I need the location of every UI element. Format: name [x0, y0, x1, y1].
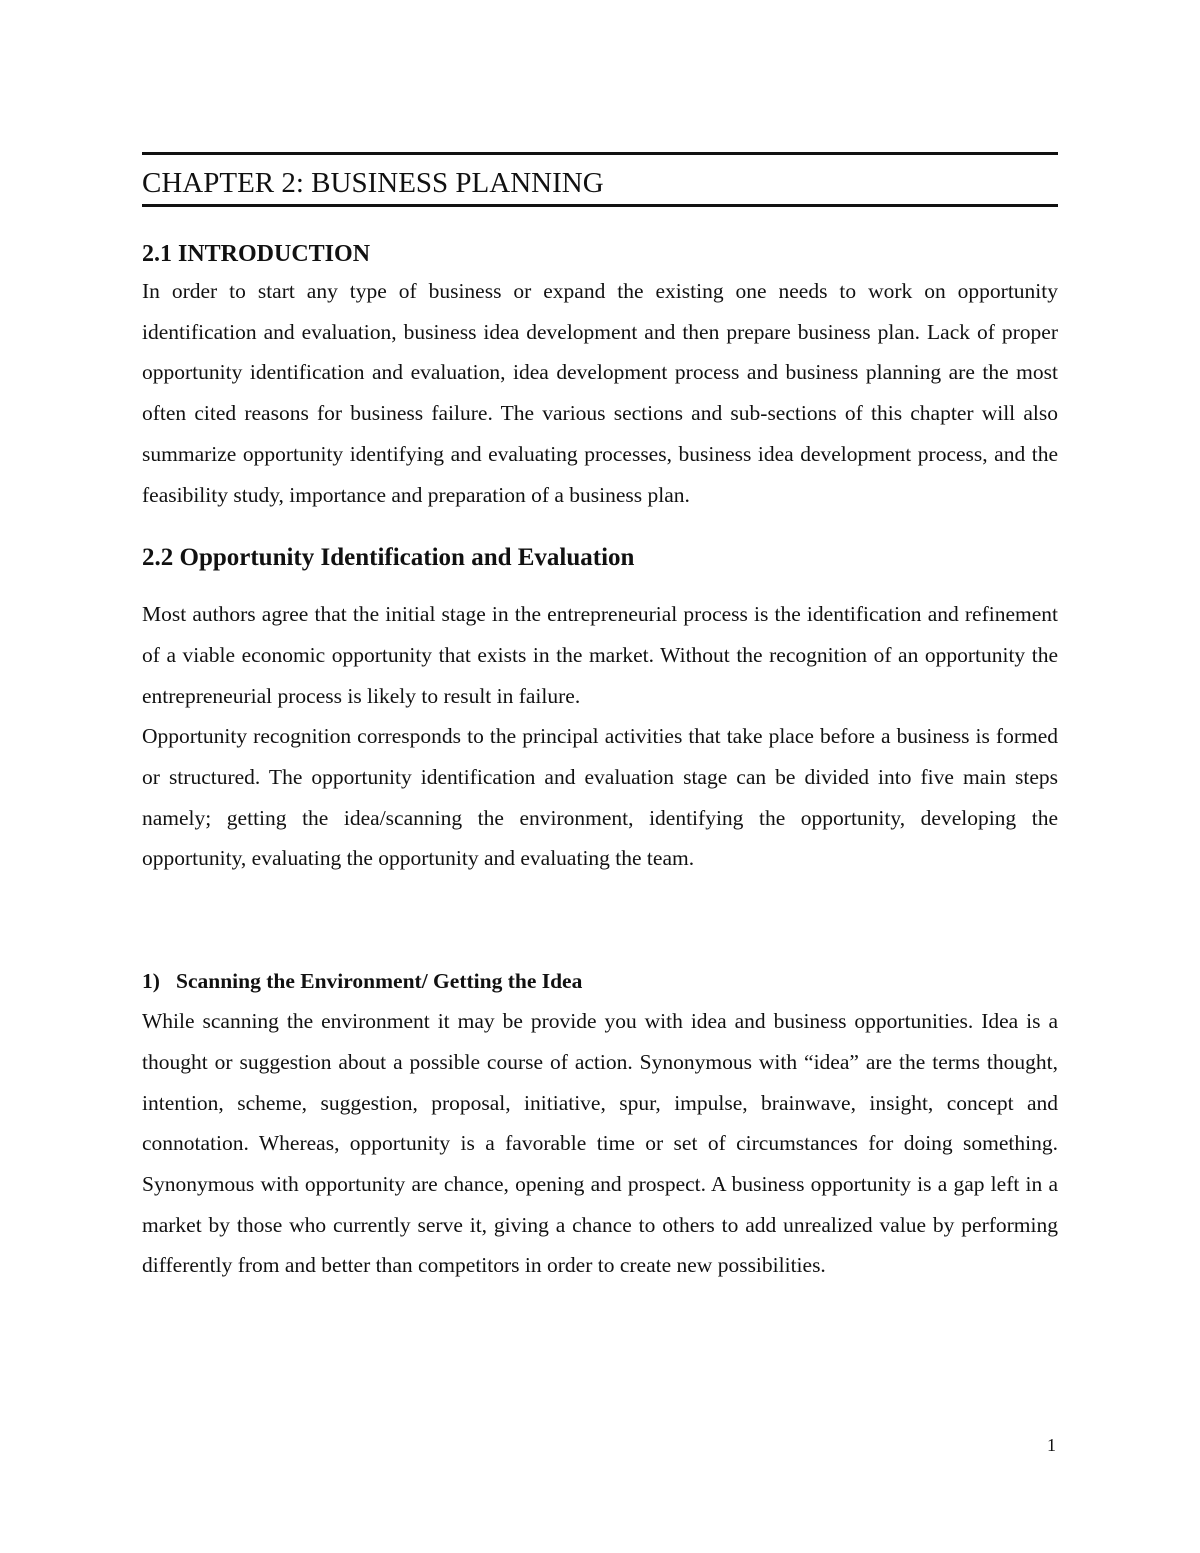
document-page	[142, 152, 1058, 1286]
opportunity-paragraph-1: Most authors agree that the initial stage in the entrepreneurial process is the identification and refinement of a viable economic opportunity that exists in the market. Without the recognition of an opportunity the entrepreneurial process is likely to result in failure.	[142, 602, 1058, 708]
opportunity-paragraph-2: Opportunity recognition corresponds to the principal activities that take place before a business is formed or structured. The opportunity identification and evaluation stage can be divided into five main steps namely; getting the idea/scanning the environment, identifying the opportunity, developing the opportunity, evaluating the opportunity and evaluating the team.	[142, 724, 1058, 871]
page-number: 1	[1047, 1435, 1056, 1455]
chapter-rule-bottom	[142, 204, 1058, 207]
section-heading-opportunity: 2.2 Opportunity Identification and Evaluation	[142, 544, 635, 572]
section-heading-introduction: 2.1 INTRODUCTION	[142, 241, 371, 267]
scanning-paragraph: While scanning the environment it may be provide you with idea and business opportunities. Idea is a thought or suggestion about a possible course of action. Synonymous with “idea” are the terms thought, intention, scheme, suggestion, proposal, initiative, spur, impulse, brainwave, insight, concept and connotation. Whereas, opportunity is a favorable time or set of circumstances for doing something. Synonymous with opportunity are chance, opening and prospect. A business opportunity is a gap left in a market by those who currently serve it, giving a chance to others to add unrealized value by performing differently from and better than competitors in order to create new possibilities.	[142, 1009, 1058, 1278]
subsection-heading-scanning	[142, 965, 1058, 997]
chapter-rule-top	[142, 152, 1058, 155]
introduction-paragraph: In order to start any type of business or expand the existing one needs to work on opportunity identification and evaluation, business idea development and then prepare business plan. Lack of proper opportunity identification and evaluation, idea development process and business planning are the most often cited reasons for business failure. The various sections and sub-sections of this chapter will also summarize opportunity identifying and evaluating processes, business idea development process, and the feasibility study, importance and preparation of a business plan.	[142, 279, 1058, 507]
subsection-number: 1)	[142, 969, 160, 994]
subsection-title: Scanning the Environment/ Getting the Idea	[176, 969, 583, 994]
chapter-title: CHAPTER 2: BUSINESS PLANNING	[142, 167, 604, 199]
